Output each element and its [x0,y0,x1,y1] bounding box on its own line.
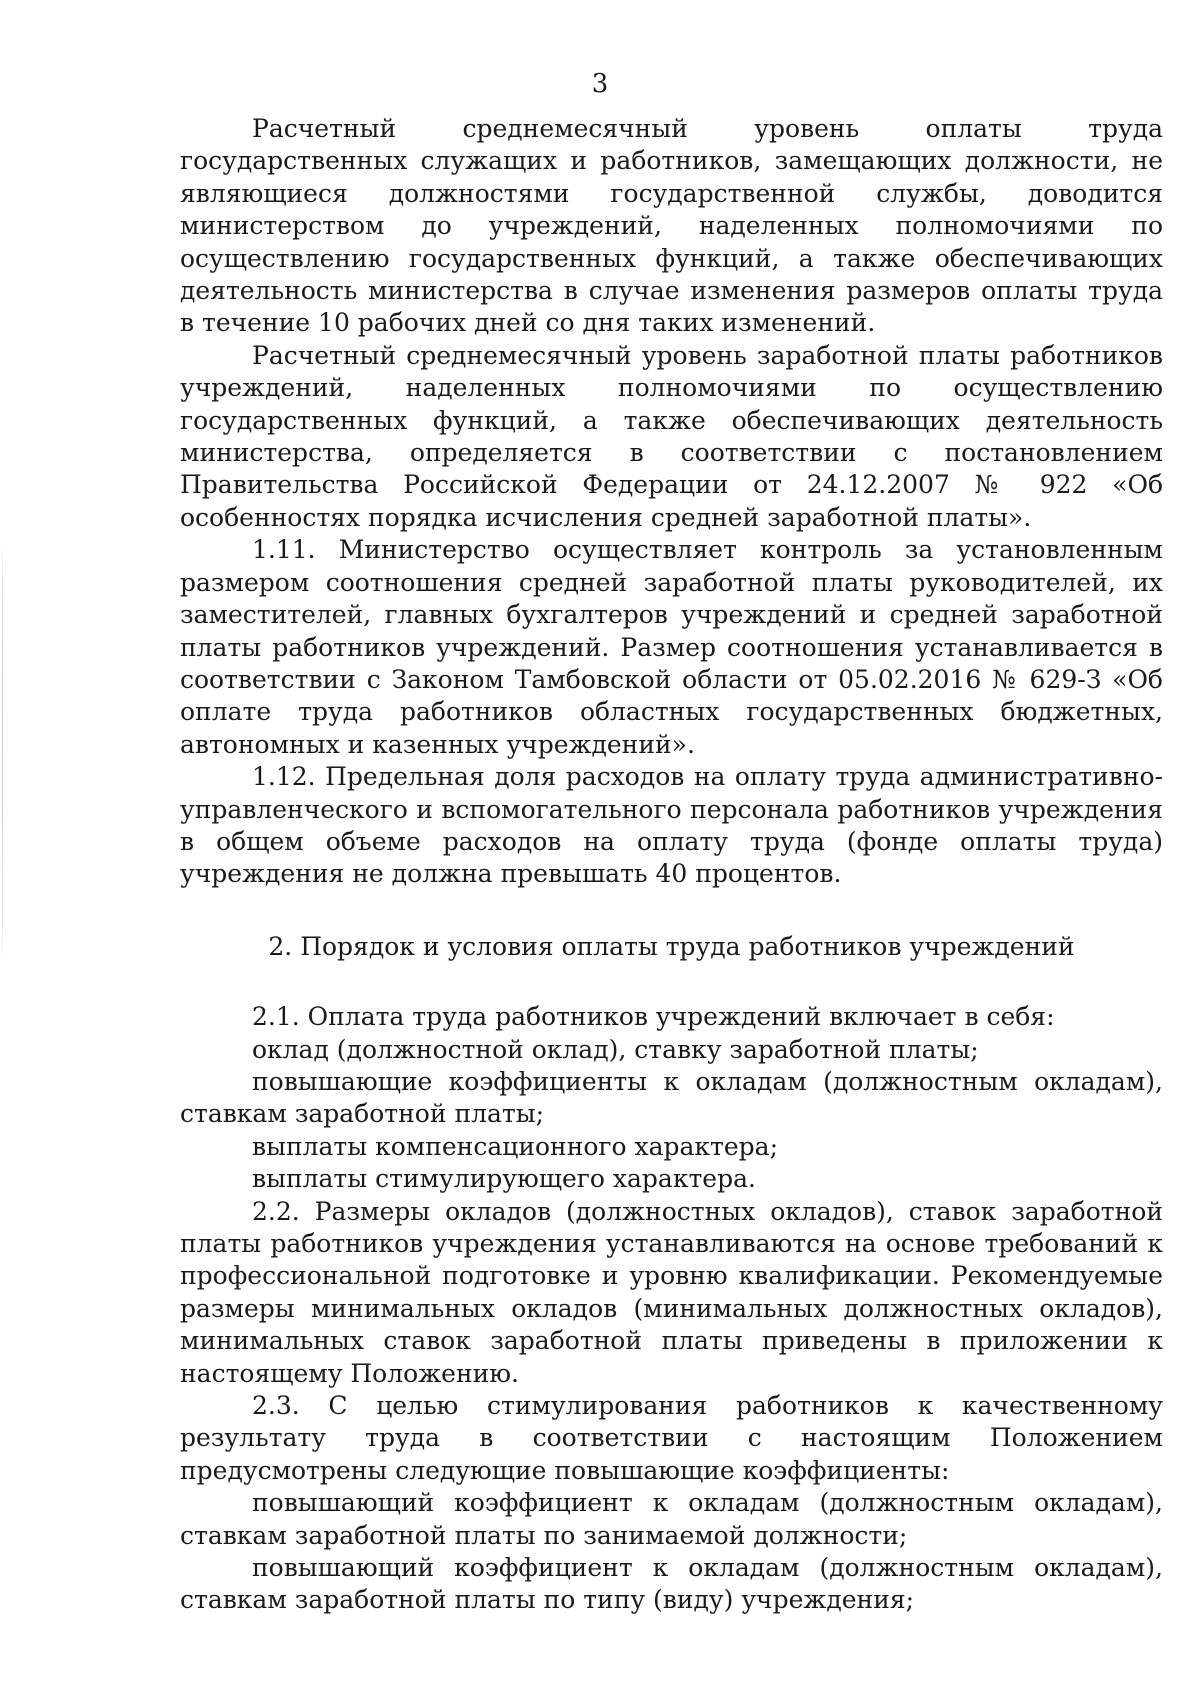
scan-edge-shadow [2,540,3,970]
list-item-incentive: выплаты стимулирующего характера. [252,1164,756,1194]
document-body [180,113,1163,1617]
paragraph-salary-level-institutions: Расчетный среднемесячный уровень заработной платы работников учреждений, наделенных полномочиями по осуществлению государственных функций, а также обеспечивающих деятельность министерства, определяется в соответствии с постановлением Правительства Российской Федерации от 24.12.2007 № 922 «Об особенностях порядка исчисления средней заработной платы». [180,340,1163,532]
list-item-coefficients: повышающие коэффициенты к окладам (должностным окладам), ставкам заработной платы; [180,1066,1163,1129]
paragraph-1-11: 1.11. Министерство осуществляет контроль за установленным размером соотношения средней заработной платы руководителей, их заместителей, главных бухгалтеров учреждений и средней заработной платы работников учреждений. Размер соотношения устанавливается в соответствии с Законом Тамбовской области от 05.02.2016 № 629-З «Об оплате труда работников областных государственных бюджетных, автономных и казенных учреждений». [180,535,1163,759]
section-heading: 2. Порядок и условия оплаты труда работников учреждений [268,931,1075,961]
list-item-coefficient-institution-type: повышающий коэффициент к окладам (должностным окладам), ставкам заработной платы по типу (виду) учреждения; [180,1553,1163,1615]
spacer [180,963,1163,1001]
page-number: 3 [591,69,609,99]
spacer [180,891,1163,931]
list-item-salary: оклад (должностной оклад), ставку заработной платы; [252,1034,979,1064]
paragraph-2-2: 2.2. Размеры окладов (должностных окладов), ставок заработной платы работников учреждения устанавливаются на основе требований к профессиональной подготовке и уровню квалификации. Рекомендуемые размеры минимальных окладов (минимальных должностных окладов), минимальных ставок заработной платы приведены в приложении к настоящему Положению. [180,1196,1163,1388]
paragraph-1-12: 1.12. Предельная доля расходов на оплату труда административно-управленческого и вспомогательного персонала работников учреждения в общем объеме расходов на оплату труда (фонде оплаты труда) учреждения не должна превышать 40 процентов. [180,762,1163,889]
list-item-coefficient-position: повышающий коэффициент к окладам (должностным окладам), ставкам заработной платы по занимаемой должности; [180,1488,1163,1550]
paragraph-2-3: 2.3. С целью стимулирования работников к качественному результату труда в соответствии с настоящим Положением предусмотрены следующие повышающие коэффициенты: [180,1391,1163,1485]
paragraph-2-1: 2.1. Оплата труда работников учреждений включает в себя: [252,1002,1055,1032]
paragraph-salary-level-civil-servants: Расчетный среднемесячный уровень оплаты труда государственных служащих и работников, замещающих должности, не являющиеся должностями государственной службы, доводится министерством до учреждений, наделенных полномочиями по осуществлению государственных функций, а также обеспечивающих деятельность министерства в случае изменения размеров оплаты труда в течение 10 рабочих дней со дня таких изменений. [180,114,1163,338]
list-item-compensation: выплаты компенсационного характера; [252,1131,779,1161]
